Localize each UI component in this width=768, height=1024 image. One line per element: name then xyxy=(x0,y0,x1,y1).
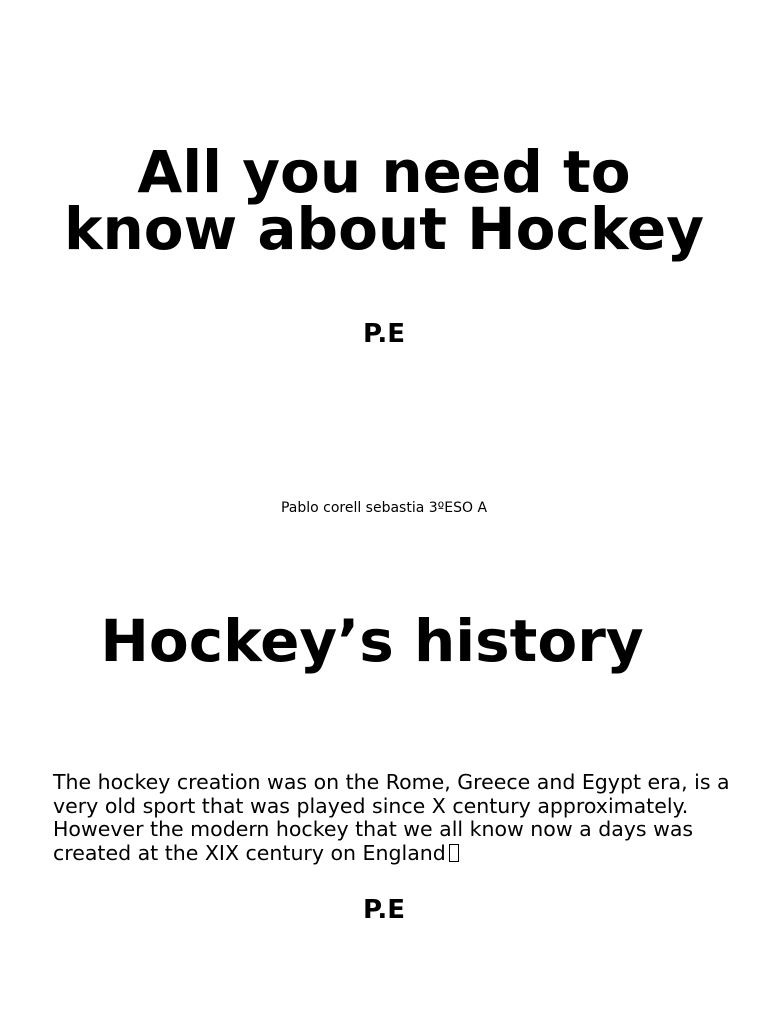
history-paragraph xyxy=(53,771,733,865)
author-credit: Pablo corell sebastia 3ºESO A xyxy=(280,500,488,516)
missing-glyph-box-icon xyxy=(449,844,459,862)
slide2-title: Hockey’s history xyxy=(100,607,644,675)
history-paragraph-text: The hockey creation was on the Rome, Greece and Egypt era, is a very old sport that was played since X century approximately. However the modern hockey that we all know now a days was created at the XIX century on England xyxy=(53,770,730,865)
slide1-subject-label: P.E xyxy=(363,319,405,349)
slide2-subject-label: P.E xyxy=(363,895,405,925)
slide1-title: All you need to know about Hockey xyxy=(63,138,705,263)
